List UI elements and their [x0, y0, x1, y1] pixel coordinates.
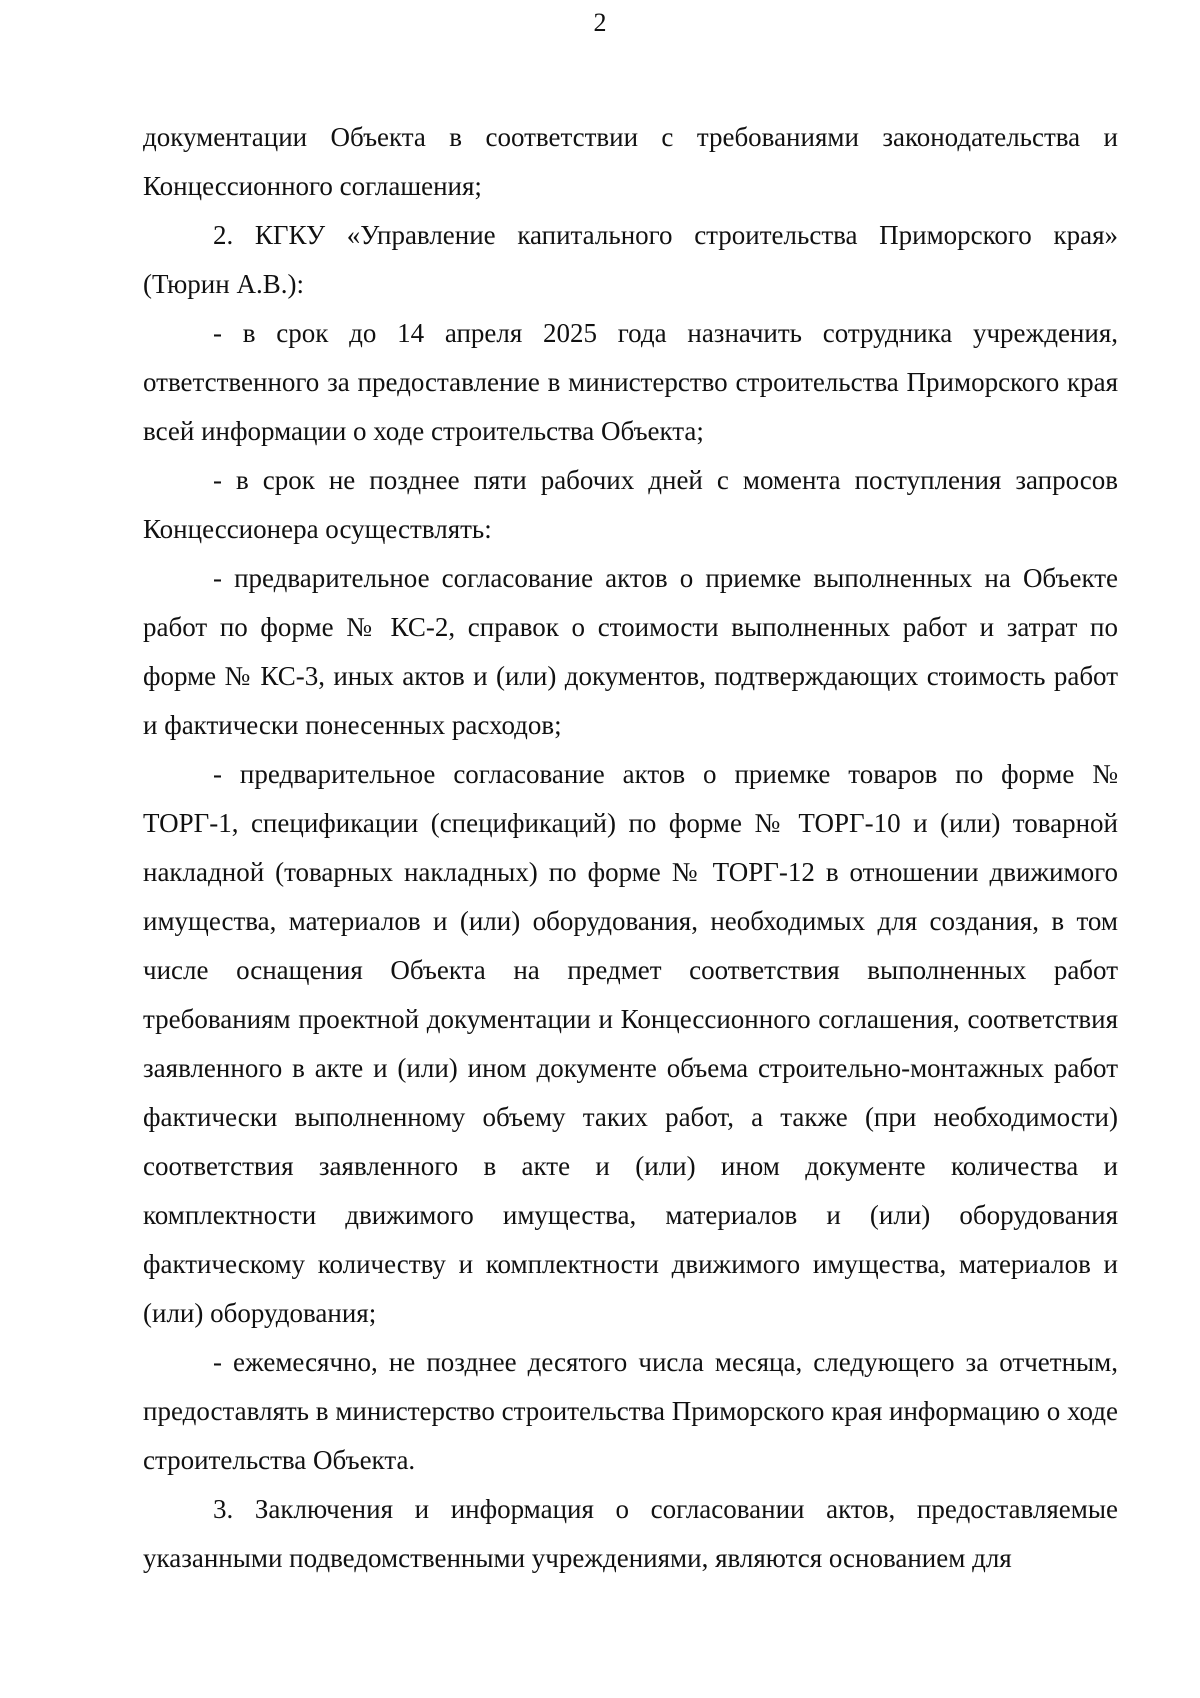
document-body [143, 113, 1118, 1583]
paragraph-5: - предварительное согласование актов о приемке выполненных на Объекте работ по форме № КС-2, справок о стоимости выполненных работ и затрат по форме № КС-3, иных актов и (или) документов, подтверждающих стоимость работ и фактически понесенных расходов; [143, 563, 1118, 740]
page-number: 2 [593, 8, 607, 37]
paragraph-4: - в срок не позднее пяти рабочих дней с момента поступления запросов Концессионера осуществлять: [143, 465, 1118, 544]
paragraph-1: документации Объекта в соответствии с требованиями законодательства и Концессионного соглашения; [143, 122, 1118, 201]
paragraph-3: - в срок до 14 апреля 2025 года назначить сотрудника учреждения, ответственного за предоставление в министерство строительства Приморского края всей информации о ходе строительства Объекта; [143, 318, 1118, 446]
paragraph-8: 3. Заключения и информация о согласовании актов, предоставляемые указанными подведомственными учреждениями, являются основанием для [143, 1494, 1118, 1573]
paragraph-6: - предварительное согласование актов о приемке товаров по форме № ТОРГ-1, спецификации (спецификаций) по форме № ТОРГ-10 и (или) товарной накладной (товарных накладных) по форме № ТОРГ-12 в отношении движимого имущества, материалов и (или) оборудования, необходимых для создания, в том числе оснащения Объекта на предмет соответствия выполненных работ требованиям проектной документации и Концессионного соглашения, соответствия заявленного в акте и (или) ином документе объема строительно-монтажных работ фактически выполненному объему таких работ, а также (при необходимости) соответствия заявленного в акте и (или) ином документе количества и комплектности движимого имущества, материалов и (или) оборудования фактическому количеству и комплектности движимого имущества, материалов и (или) оборудования; [143, 759, 1118, 1328]
paragraph-7: - ежемесячно, не позднее десятого числа месяца, следующего за отчетным, предоставлять в министерство строительства Приморского края информацию о ходе строительства Объекта. [143, 1347, 1118, 1475]
paragraph-2: 2. КГКУ «Управление капитального строительства Приморского края» (Тюрин А.В.): [143, 220, 1118, 299]
